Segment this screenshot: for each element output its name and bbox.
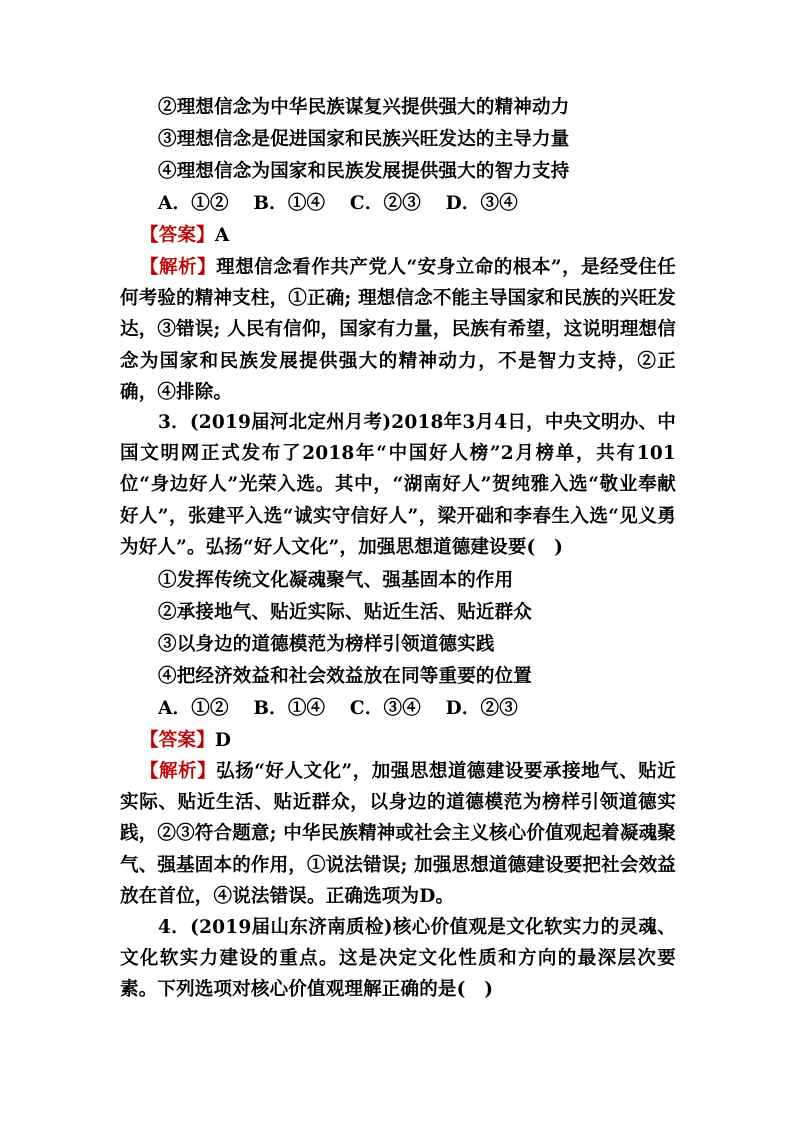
q3-option-2: ②承接地气、贴近实际、贴近生活、贴近群众 xyxy=(158,602,533,623)
q2-answer-tag: 【答案】 xyxy=(140,225,215,246)
q3-choice-c: C．③④ xyxy=(349,698,421,719)
q2-choice-a: A．①② xyxy=(158,193,229,214)
q3-analysis xyxy=(120,756,676,912)
q2-answer xyxy=(140,220,229,252)
q3-option-4: ④把经济效益和社会效益放在同等重要的位置 xyxy=(158,666,533,687)
q2-choices xyxy=(158,188,536,220)
q3-choice-d: D．②③ xyxy=(445,698,518,719)
q4-stem: 4．(2019届山东济南质检)核心价值观是文化软实力的灵魂、文化软实力建设的重点。这是决定文化性质和方向的最深层次要素。下列选项对核心价值观理解正确的是( ) xyxy=(120,917,676,1001)
q3-stem: 3．(2019届河北定州月考)2018年3月4日，中央文明办、中国文明网正式发布了2018年“中国好人榜”2月榜单，共有101位“身边好人”光荣入选。其中，“湖南好人”贺纯雅入选“敬业奉献好人”，张建平入选“诚实守信好人”，梁开础和李春生入选“见义勇为好人”。弘扬“好人文化”，加强思想道德建设要( ) xyxy=(120,412,676,558)
q2-answer-value: A xyxy=(214,225,230,246)
q2-analysis-tag: 【解析】 xyxy=(140,257,217,278)
q2-option-2: ②理想信念为中华民族谋复兴提供强大的精神动力 xyxy=(158,97,570,118)
q2-analysis xyxy=(120,252,676,408)
q3-answer xyxy=(140,725,231,757)
q2-option-4: ④理想信念为国家和民族发展提供强大的智力支持 xyxy=(158,161,570,182)
q3-choices xyxy=(158,693,536,725)
q3-choice-a: A．①② xyxy=(158,698,229,719)
q3-answer-value: D xyxy=(214,730,232,751)
q3-analysis-text: 弘扬“好人文化”，加强思想道德建设要承接地气、贴近实际、贴近生活、贴近群众，以身边的道德模范为榜样引领道德实践，②③符合题意; 中华民族精神或社会主义核心价值观起着凝魂聚气、强基固本的作用，①说法错误; 加强思想道德建设要把社会效益放在首位，④说法错误。正确选项为D。 xyxy=(120,761,676,907)
q2-option-3: ③理想信念是促进国家和民族兴旺发达的主导力量 xyxy=(158,129,570,150)
q3-option-3: ③以身边的道德模范为榜样引领道德实践 xyxy=(158,634,495,655)
q3-answer-tag: 【答案】 xyxy=(140,730,215,751)
q3-option-1: ①发挥传统文化凝魂聚气、强基固本的作用 xyxy=(158,570,514,591)
q2-choice-d: D．③④ xyxy=(445,193,518,214)
q3-analysis-tag: 【解析】 xyxy=(140,761,217,782)
q2-choice-c: C．②③ xyxy=(349,193,421,214)
q2-analysis-text: 理想信念看作共产党人“安身立命的根本”，是经受住任何考验的精神支柱，①正确; 理想信念不能主导国家和民族的兴旺发达，③错误; 人民有信仰，国家有力量，民族有希望，这说明理想信念为国家和民族发展提供强大的精神动力，不是智力支持，②正确，④排除。 xyxy=(120,257,676,403)
q2-choice-b: B．①④ xyxy=(253,193,326,214)
q3-choice-b: B．①④ xyxy=(253,698,326,719)
